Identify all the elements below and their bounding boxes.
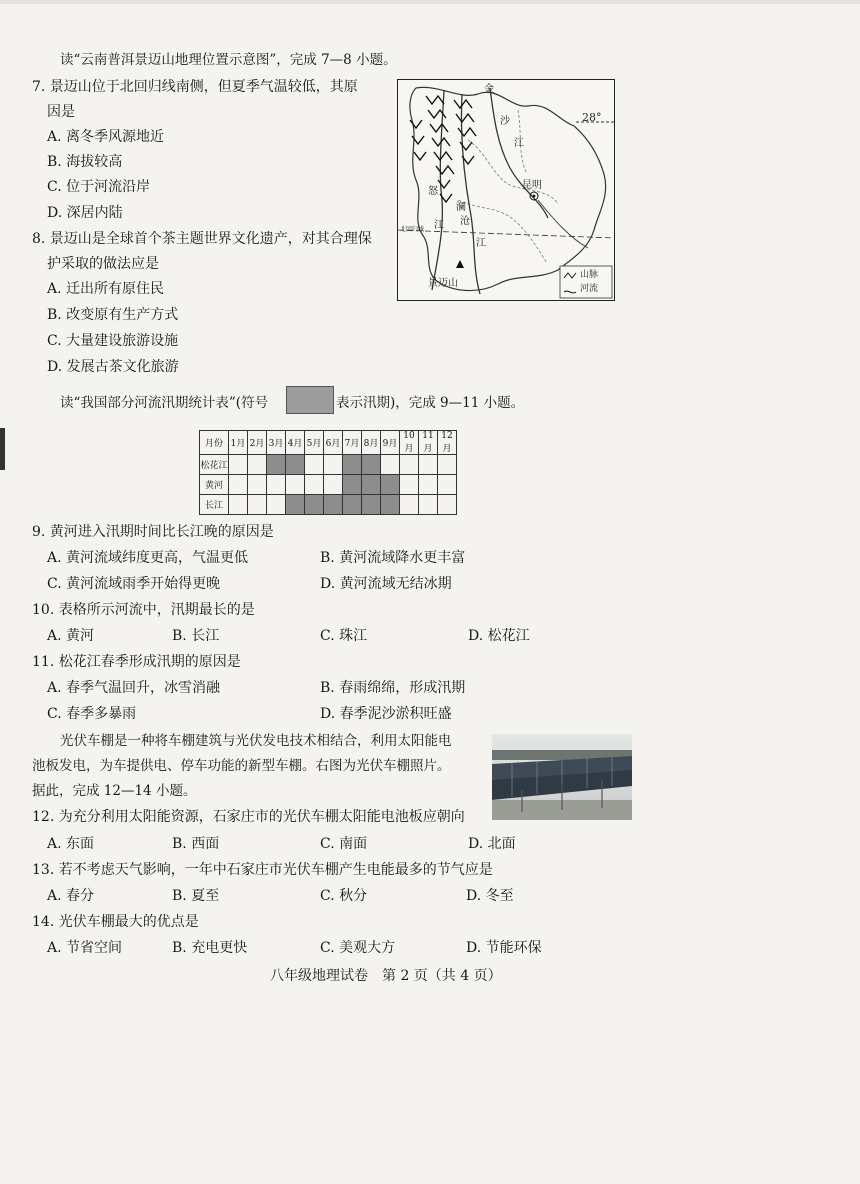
table-row (200, 495, 457, 515)
month-header: 4月 (286, 431, 305, 455)
q11-stem: 11. 松花江春季形成汛期的原因是 (32, 654, 241, 670)
month-cell (324, 455, 343, 475)
month-cell (324, 495, 343, 515)
tropic-label: 北回归线 (400, 226, 425, 233)
table-header-label: 月份 (200, 431, 229, 455)
month-cell (267, 475, 286, 495)
month-header: 9月 (381, 431, 400, 455)
q9-option-a[interactable]: A. 黄河流域纬度更高，气温更低 (47, 550, 249, 566)
q13-option-b[interactable]: B. 夏至 (172, 888, 220, 904)
month-cell (286, 455, 305, 475)
month-cell (381, 475, 400, 495)
month-cell (286, 475, 305, 495)
q11-option-d[interactable]: D. 春季泥沙淤积旺盛 (320, 706, 452, 722)
month-cell (324, 475, 343, 495)
q14-option-c[interactable]: C. 美观大方 (320, 940, 396, 956)
month-cell (400, 495, 419, 515)
q12-option-d[interactable]: D. 北面 (468, 836, 516, 852)
kunming-label: 昆明 (522, 180, 542, 191)
q9-option-b[interactable]: B. 黄河流域降水更丰富 (320, 550, 466, 566)
month-cell (343, 455, 362, 475)
month-cell (305, 455, 324, 475)
month-header: 7月 (343, 431, 362, 455)
q7-option-c[interactable]: C. 位于河流沿岸 (47, 179, 151, 195)
month-cell (229, 455, 248, 475)
month-cell (343, 475, 362, 495)
q9-stem: 9. 黄河进入汛期时间比长江晚的原因是 (32, 524, 274, 540)
month-cell (229, 495, 248, 515)
flood-season-table (199, 430, 457, 515)
page-footer: 八年级地理试卷 第 2 页（共 4 页） (270, 968, 502, 984)
q7-option-b[interactable]: B. 海拔较高 (47, 154, 123, 170)
q11-option-c[interactable]: C. 春季多暴雨 (47, 706, 137, 722)
q13-option-d[interactable]: D. 冬至 (466, 888, 514, 904)
month-cell (400, 475, 419, 495)
month-cell (229, 475, 248, 495)
month-header: 5月 (305, 431, 324, 455)
q12-option-b[interactable]: B. 西面 (172, 836, 220, 852)
q8-option-c[interactable]: C. 大量建设旅游设施 (47, 333, 179, 349)
month-cell (248, 475, 267, 495)
q13-option-c[interactable]: C. 秋分 (320, 888, 368, 904)
flood-legend-swatch (286, 386, 334, 414)
river-char-lan: 澜 (456, 202, 466, 213)
q10-stem: 10. 表格所示河流中，汛期最长的是 (32, 602, 255, 618)
q7-option-a[interactable]: A. 离冬季风源地近 (47, 129, 165, 145)
month-cell (343, 495, 362, 515)
q9-option-d[interactable]: D. 黄河流域无结冰期 (320, 576, 452, 592)
month-cell (419, 455, 438, 475)
q10-option-d[interactable]: D. 松花江 (468, 628, 530, 644)
table-row (200, 455, 457, 475)
minor-river (538, 200, 588, 248)
month-cell (305, 475, 324, 495)
month-header: 11月 (419, 431, 438, 455)
month-cell (362, 495, 381, 515)
river-char-jiang2: 江 (434, 220, 444, 231)
q7-stem-line1: 7. 景迈山位于北回归线南侧，但夏季气温较低，其原 (32, 79, 358, 95)
scan-edge (0, 0, 860, 4)
q8-option-b[interactable]: B. 改变原有生产方式 (47, 307, 179, 323)
q11-option-a[interactable]: A. 春季气温回升，冰雪消融 (47, 680, 221, 696)
month-cell (419, 475, 438, 495)
river-char-jiang1: 江 (514, 138, 524, 149)
river-char-cang: 沧 (460, 216, 470, 227)
q13-option-a[interactable]: A. 春分 (47, 888, 95, 904)
tropic-line (398, 230, 614, 238)
river-char-jin: 金 (484, 84, 494, 95)
month-cell (286, 495, 305, 515)
q9-option-c[interactable]: C. 黄河流域雨季开始得更晚 (47, 576, 221, 592)
month-header: 8月 (362, 431, 381, 455)
month-cell (362, 455, 381, 475)
q8-option-d[interactable]: D. 发展古茶文化旅游 (47, 359, 179, 375)
intro-12-14-line2: 池板发电，为车提供电、停车功能的新型车棚。右图为光伏车棚照片。 (32, 758, 451, 774)
intro-9-11-after: 表示汛期)，完成 9—11 小题。 (336, 395, 525, 411)
river-char-nu: 怒 (428, 186, 438, 197)
table-row (200, 475, 457, 495)
q14-option-b[interactable]: B. 充电更快 (172, 940, 248, 956)
month-header: 6月 (324, 431, 343, 455)
month-cell (248, 455, 267, 475)
q12-stem: 12. 为充分利用太阳能资源，石家庄市的光伏车棚太阳能电池板应朝向 (32, 809, 465, 825)
jingmai-label: 景迈山 (428, 278, 458, 289)
q14-option-a[interactable]: A. 节省空间 (47, 940, 123, 956)
q14-option-d[interactable]: D. 节能环保 (466, 940, 542, 956)
river-name: 黄河 (200, 475, 229, 495)
q7-stem-line2: 因是 (47, 104, 75, 120)
q10-option-a[interactable]: A. 黄河 (47, 628, 95, 644)
month-cell (305, 495, 324, 515)
month-header: 3月 (267, 431, 286, 455)
photo-drawing (492, 734, 632, 820)
river-name: 长江 (200, 495, 229, 515)
jingmai-marker (456, 260, 464, 268)
legend-river-label: 河流 (580, 284, 599, 294)
month-cell (381, 455, 400, 475)
lat-28-label: 28° (582, 111, 602, 124)
q10-option-c[interactable]: C. 珠江 (320, 628, 368, 644)
q12-option-a[interactable]: A. 东面 (47, 836, 95, 852)
month-header: 1月 (229, 431, 248, 455)
month-cell (419, 495, 438, 515)
month-cell (267, 455, 286, 475)
scan-mark (0, 428, 5, 470)
month-cell (381, 495, 400, 515)
legend-mountain-label: 山脉 (580, 270, 599, 280)
intro-9-11-before: 读“我国部分河流汛期统计表”(符号 (60, 395, 269, 411)
month-cell (400, 455, 419, 475)
yunnan-location-map (397, 79, 615, 301)
month-header: 2月 (248, 431, 267, 455)
jinsha-river (490, 88, 548, 218)
lancang-river (461, 94, 480, 294)
q8-stem-line1: 8. 景迈山是全球首个茶主题世界文化遗产，对其合理保 (32, 231, 372, 247)
river-char-jiang3: 江 (476, 238, 486, 249)
q10-option-b[interactable]: B. 长江 (172, 628, 220, 644)
month-cell (438, 495, 457, 515)
q11-option-b[interactable]: B. 春雨绵绵，形成汛期 (320, 680, 466, 696)
month-header: 10月 (400, 431, 419, 455)
month-cell (438, 455, 457, 475)
table-header-row (200, 431, 457, 455)
river-char-sha: 沙 (500, 116, 510, 127)
q13-stem: 13. 若不考虑天气影响，一年中石家庄市光伏车棚产生电能最多的节气应是 (32, 862, 493, 878)
q8-option-a[interactable]: A. 迁出所有原住民 (47, 281, 165, 297)
month-cell (362, 475, 381, 495)
solar-carport-photo (492, 734, 632, 820)
month-cell (267, 495, 286, 515)
river-name: 松花江 (200, 455, 229, 475)
intro-12-14-line3: 据此，完成 12—14 小题。 (32, 783, 197, 799)
month-header: 12月 (438, 431, 457, 455)
q8-stem-line2: 护采取的做法应是 (47, 256, 159, 272)
inner-boundary-2 (458, 200, 546, 262)
month-cell (438, 475, 457, 495)
q12-option-c[interactable]: C. 南面 (320, 836, 368, 852)
q7-option-d[interactable]: D. 深居内陆 (47, 205, 123, 221)
intro-7-8: 读“云南普洱景迈山地理位置示意图”，完成 7—8 小题。 (60, 52, 397, 68)
intro-12-14-line1: 光伏车棚是一种将车棚建筑与光伏发电技术相结合，利用太阳能电 (60, 733, 452, 749)
q14-stem: 14. 光伏车棚最大的优点是 (32, 914, 199, 930)
month-cell (248, 495, 267, 515)
